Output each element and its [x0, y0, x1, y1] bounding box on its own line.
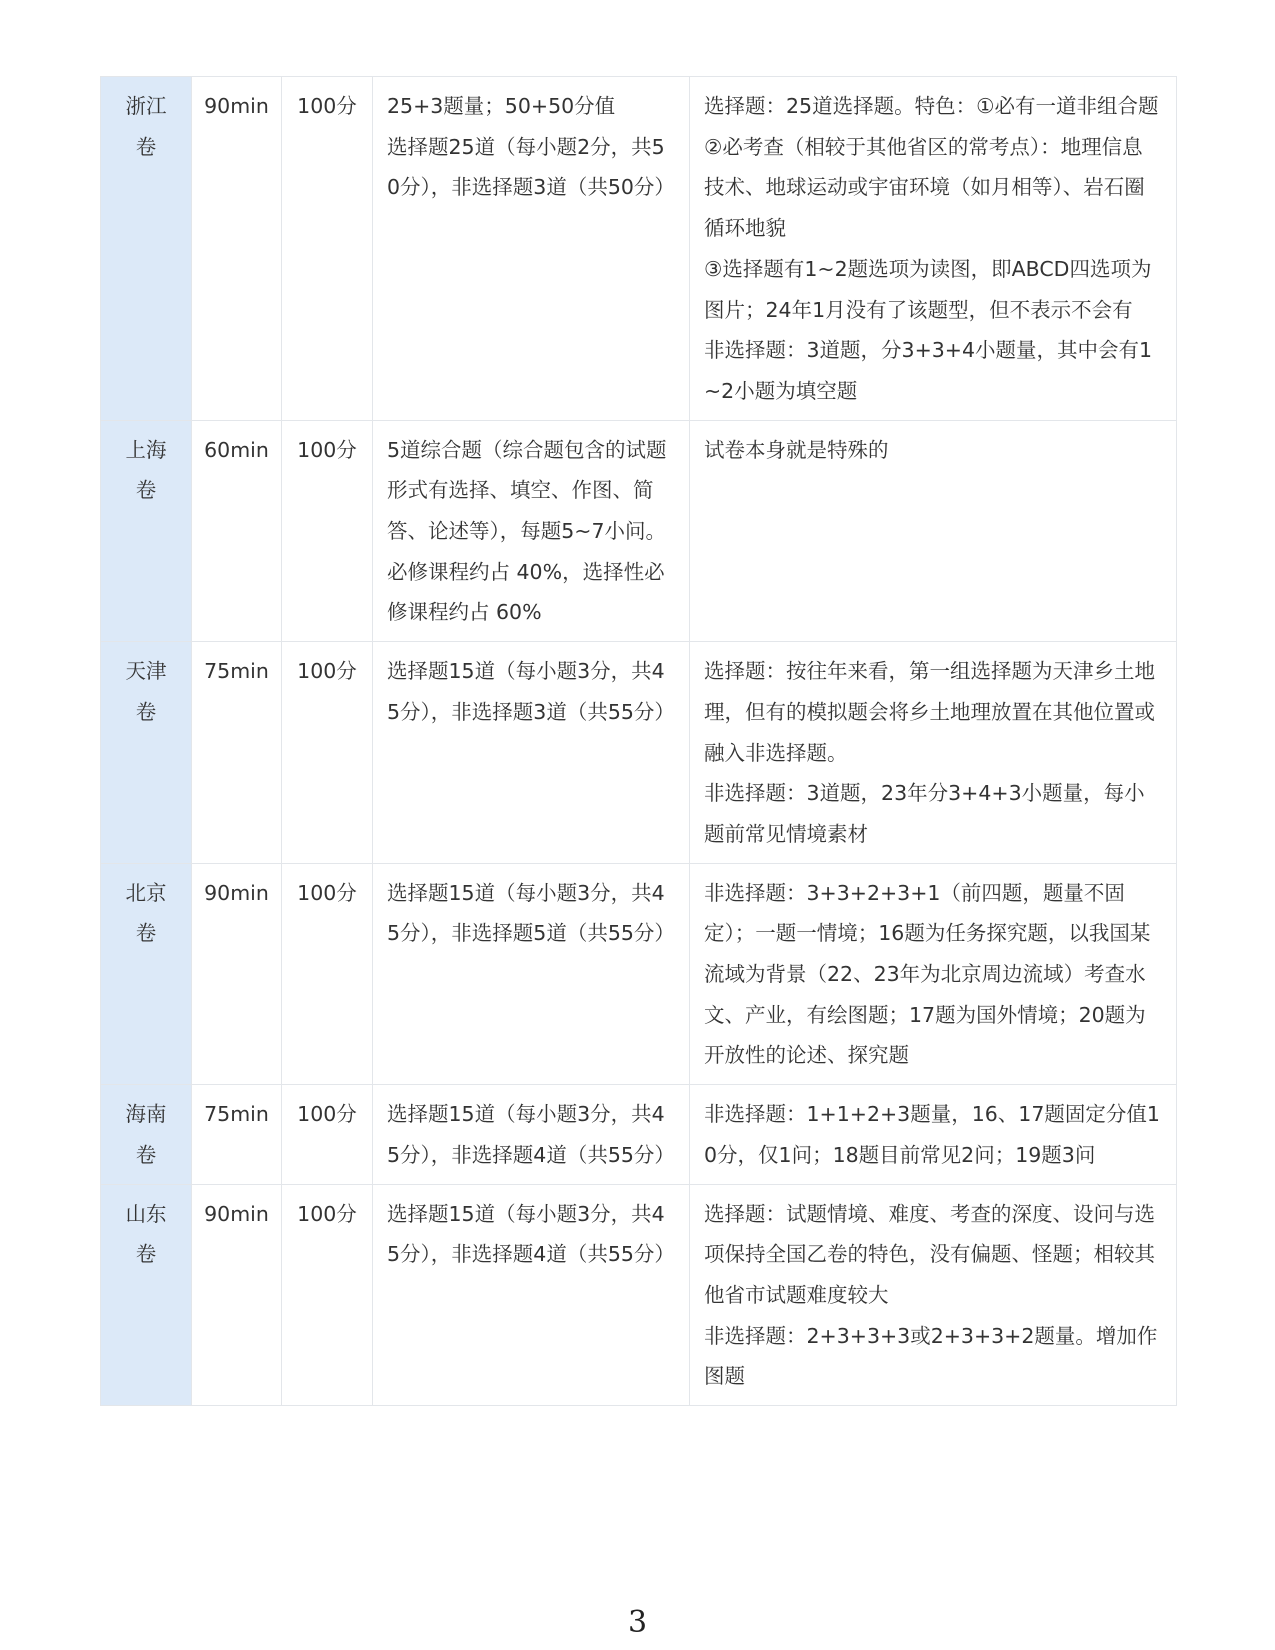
feature-line: 试卷本身就是特殊的 [704, 437, 889, 462]
table-row [101, 77, 1177, 421]
structure-line: 选择题15道（每小题3分，共45分），非选择题4道（共55分） [387, 1201, 675, 1267]
structure-line: 选择题25道（每小题2分，共50分），非选择题3道（共50分） [387, 134, 675, 200]
region-cell: 北京卷 [101, 863, 192, 1085]
table-row [101, 1085, 1177, 1184]
duration-cell: 90min [192, 863, 282, 1085]
duration-cell: 60min [192, 420, 282, 642]
total-score-cell: 100分 [282, 1085, 373, 1184]
feature-line: 非选择题：3+3+2+3+1（前四题，题量不固定）；一题一情境；16题为任务探究题，以我国某流域为背景（22、23年为北京周边流域）考查水文、产业，有绘图题；17题为国外情境；20题为开放性的论述、探究题 [704, 880, 1151, 1068]
exam-format-table [100, 76, 1177, 1406]
region-cell: 天津卷 [101, 642, 192, 864]
structure-line: 选择题15道（每小题3分，共45分），非选择题4道（共55分） [387, 1102, 675, 1167]
feature-line: 选择题：试题情境、难度、考查的深度、设问与选项保持全国乙卷的特色，没有偏题、怪题；相较其他省市试题难度较大 [704, 1201, 1155, 1307]
structure-line: 选择题15道（每小题3分，共45分），非选择题3道（共55分） [387, 659, 675, 724]
feature-line: 非选择题：2+3+3+3或2+3+3+2题量。增加作图题 [704, 1323, 1158, 1389]
question-structure-cell [373, 77, 690, 421]
total-score-cell: 100分 [282, 1184, 373, 1406]
features-cell [690, 1085, 1177, 1184]
region-cell: 山东卷 [101, 1184, 192, 1406]
duration-cell: 75min [192, 642, 282, 864]
feature-line: 非选择题：3道题，23年分3+4+3小题量，每小题前常见情境素材 [704, 781, 1145, 846]
table-row [101, 642, 1177, 864]
features-cell [690, 642, 1177, 864]
structure-line: 选择题15道（每小题3分，共45分），非选择题5道（共55分） [387, 880, 675, 946]
region-cell: 上海卷 [101, 420, 192, 642]
features-cell [690, 77, 1177, 421]
duration-cell: 90min [192, 77, 282, 421]
total-score-cell: 100分 [282, 642, 373, 864]
total-score-cell: 100分 [282, 420, 373, 642]
question-structure-cell [373, 1085, 690, 1184]
page-number: 3 [627, 1605, 648, 1640]
feature-line: 选择题：25道选择题。特色：①必有一道非组合题 [704, 94, 1159, 118]
question-structure-cell [373, 642, 690, 864]
structure-line: 5道综合题（综合题包含的试题形式有选择、填空、作图、简答、论述等），每题5~7小问。必修课程约占 40%，选择性必修课程约占 60% [387, 437, 667, 625]
features-cell [690, 863, 1177, 1085]
table-row [101, 1184, 1177, 1406]
features-cell [690, 1184, 1177, 1406]
question-structure-cell [373, 420, 690, 642]
question-structure-cell [373, 863, 690, 1085]
total-score-cell: 100分 [282, 77, 373, 421]
feature-line: 选择题：按往年来看，第一组选择题为天津乡土地理，但有的模拟题会将乡土地理放置在其他位置或融入非选择题。 [704, 659, 1155, 765]
total-score-cell: 100分 [282, 863, 373, 1085]
table-row [101, 420, 1177, 642]
feature-line: 非选择题：1+1+2+3题量，16、17题固定分值10分，仅1问；18题目前常见2问；19题3问 [704, 1102, 1160, 1167]
region-cell: 浙江卷 [101, 77, 192, 421]
question-structure-cell [373, 1184, 690, 1406]
duration-cell: 75min [192, 1085, 282, 1184]
feature-line: ②必考查（相较于其他省区的常考点）：地理信息技术、地球运动或宇宙环境（如月相等）、岩石圈循环地貌 [704, 134, 1145, 241]
table-row [101, 863, 1177, 1085]
feature-line: ③选择题有1~2题选项为读图，即ABCD四选项为图片；24年1月没有了该题型，但不表示不会有 [704, 256, 1152, 322]
feature-line: 非选择题：3道题，分3+3+4小题量，其中会有1~2小题为填空题 [704, 338, 1153, 403]
duration-cell: 90min [192, 1184, 282, 1406]
features-cell [690, 420, 1177, 642]
region-cell: 海南卷 [101, 1085, 192, 1184]
structure-line: 25+3题量；50+50分值 [387, 94, 616, 118]
